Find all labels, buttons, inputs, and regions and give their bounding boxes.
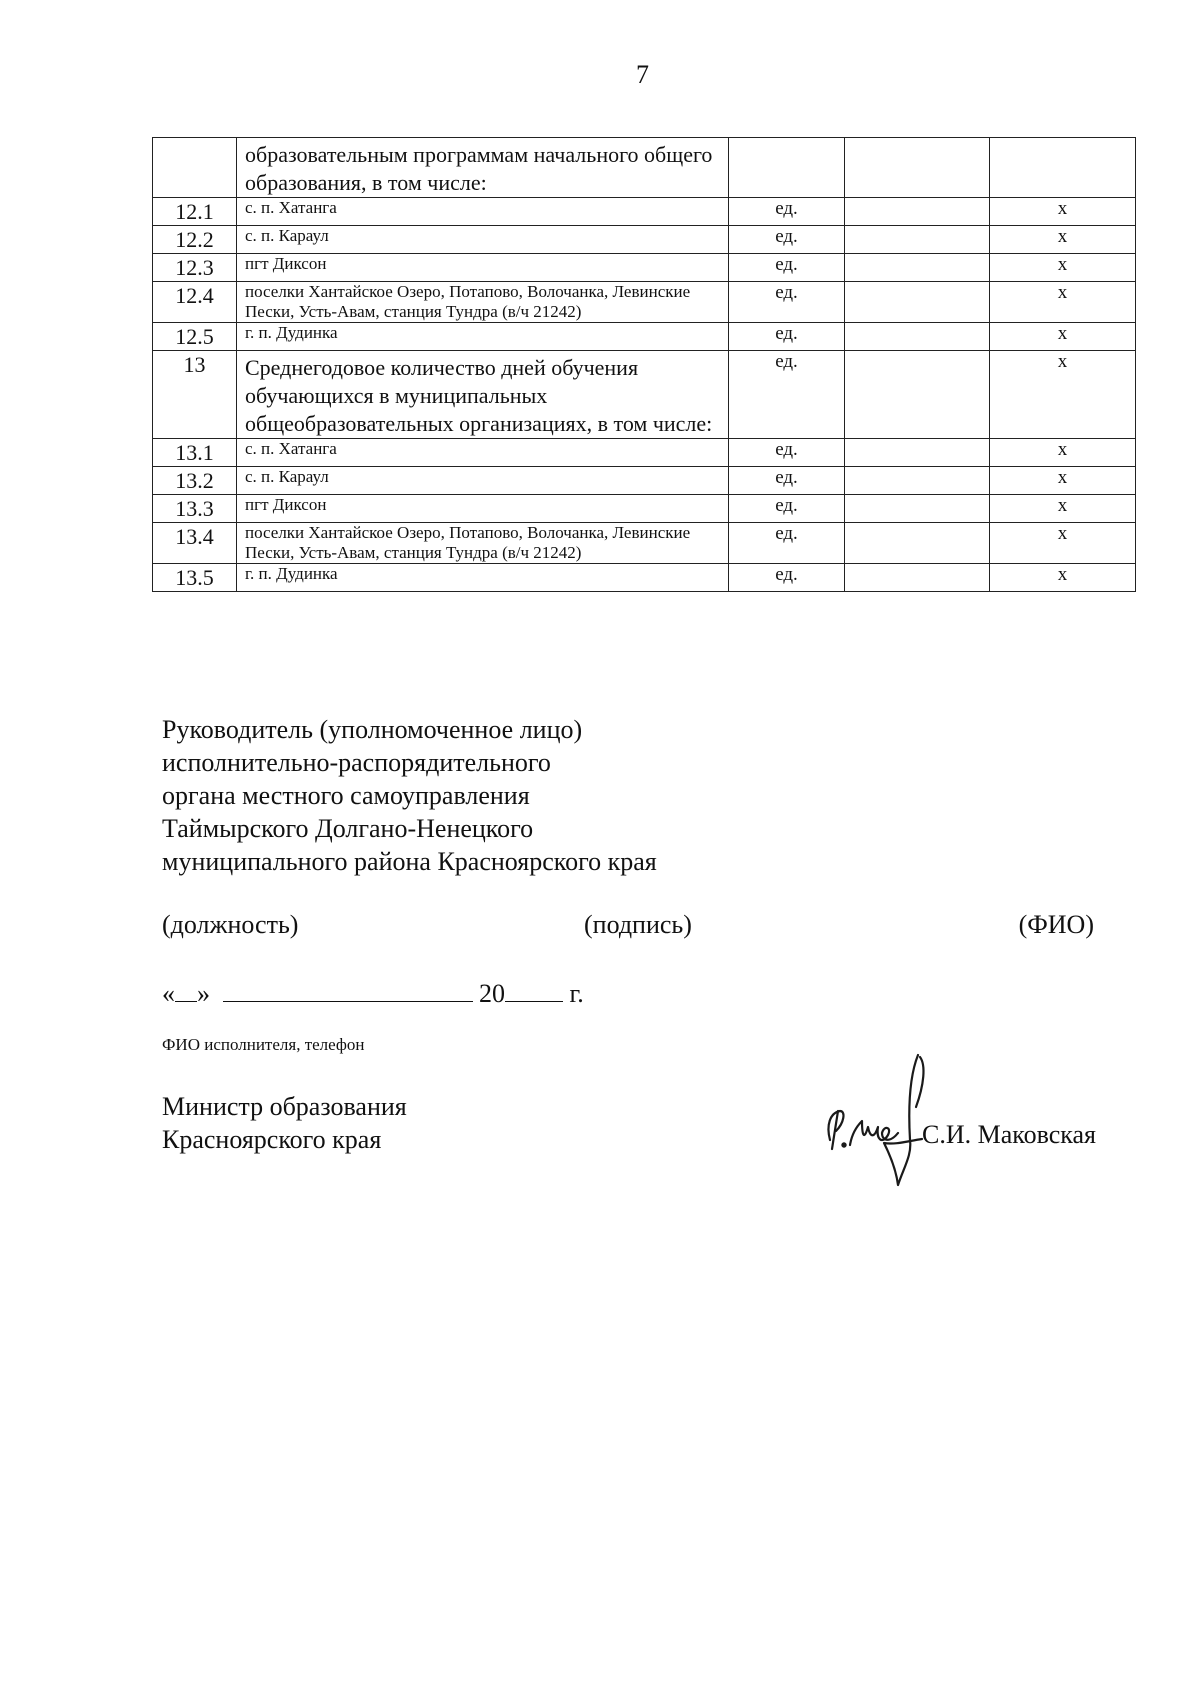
row-mark: х — [990, 282, 1136, 323]
table-row — [153, 351, 1136, 439]
year-prefix: 20 — [479, 979, 505, 1008]
executor-label: ФИО исполнителя, телефон — [162, 1035, 365, 1054]
row-unit: ед. — [729, 198, 845, 226]
table-row — [153, 523, 1136, 564]
row-unit: ед. — [729, 254, 845, 282]
row-value — [845, 495, 990, 523]
row-value — [845, 351, 990, 439]
row-mark: х — [990, 198, 1136, 226]
page-number: 7 — [636, 60, 649, 89]
row-description: г. п. Дудинка — [237, 323, 729, 351]
table-body — [153, 138, 1136, 592]
row-unit: ед. — [729, 226, 845, 254]
signatory-line: органа местного самоуправления — [162, 781, 530, 810]
row-unit: ед. — [729, 439, 845, 467]
row-unit: ед. — [729, 467, 845, 495]
row-unit: ед. — [729, 523, 845, 564]
handwritten-signature — [818, 1045, 938, 1195]
table-row-intro — [153, 138, 1136, 198]
table-row — [153, 282, 1136, 323]
table-row — [153, 495, 1136, 523]
row-number: 12.3 — [153, 254, 237, 282]
row-description: поселки Хантайское Озеро, Потапово, Волочанка, Левинские Пески, Усть-Авам, станция Тундра (в/ч 21242) — [237, 523, 729, 564]
name-label: (ФИО) — [1018, 910, 1094, 939]
table-row — [153, 467, 1136, 495]
year-suffix: г. — [569, 979, 584, 1008]
row-value — [845, 467, 990, 495]
row-description: г. п. Дудинка — [237, 564, 729, 592]
row-description: с. п. Хатанга — [237, 198, 729, 226]
row-value — [845, 226, 990, 254]
row-number: 12.4 — [153, 282, 237, 323]
signatory-block — [162, 713, 657, 878]
signature-labels — [162, 910, 1094, 950]
row-description: пгт Диксон — [237, 254, 729, 282]
table-row — [153, 254, 1136, 282]
date-open-quote: « — [162, 979, 175, 1008]
row-number: 13.2 — [153, 467, 237, 495]
row-unit: ед. — [729, 564, 845, 592]
month-blank — [223, 977, 473, 1002]
row-mark: х — [990, 564, 1136, 592]
row-number: 12.5 — [153, 323, 237, 351]
table-row — [153, 323, 1136, 351]
table-row — [153, 564, 1136, 592]
signature-label: (подпись) — [584, 910, 692, 939]
data-table — [152, 137, 1136, 592]
row-number: 13.1 — [153, 439, 237, 467]
row-mark: х — [990, 351, 1136, 439]
row-unit: ед. — [729, 351, 845, 439]
row-value — [845, 323, 990, 351]
row-value — [845, 564, 990, 592]
day-blank — [175, 977, 197, 1002]
row-unit — [729, 138, 845, 198]
date-line — [162, 977, 584, 1009]
row-mark: х — [990, 439, 1136, 467]
minister-name: С.И. Маковская — [922, 1120, 1096, 1149]
position-label: (должность) — [162, 910, 299, 939]
signatory-line: муниципального района Красноярского края — [162, 847, 657, 876]
row-description: поселки Хантайское Озеро, Потапово, Волочанка, Левинские Пески, Усть-Авам, станция Тундра (в/ч 21242) — [237, 282, 729, 323]
date-close-quote: » — [197, 979, 210, 1008]
row-number: 13 — [153, 351, 237, 439]
minister-title-line: Министр образования — [162, 1092, 407, 1121]
minister-title-line: Красноярского края — [162, 1125, 382, 1154]
row-mark: х — [990, 323, 1136, 351]
row-description: с. п. Хатанга — [237, 439, 729, 467]
year-blank — [505, 977, 563, 1002]
row-value — [845, 523, 990, 564]
row-unit: ед. — [729, 282, 845, 323]
row-mark — [990, 138, 1136, 198]
row-number: 13.3 — [153, 495, 237, 523]
row-description: с. п. Караул — [237, 467, 729, 495]
row-unit: ед. — [729, 495, 845, 523]
row-description: с. п. Караул — [237, 226, 729, 254]
row-value — [845, 138, 990, 198]
row-mark: х — [990, 523, 1136, 564]
row-number-cell — [153, 138, 237, 198]
signatory-line: исполнительно-распорядительного — [162, 748, 551, 777]
row-mark: х — [990, 226, 1136, 254]
row-number: 12.1 — [153, 198, 237, 226]
signatory-line: Таймырского Долгано-Ненецкого — [162, 814, 534, 843]
row-number: 13.5 — [153, 564, 237, 592]
row-description: образовательным программам начального общего образования, в том числе: — [237, 138, 729, 198]
table-row — [153, 198, 1136, 226]
row-value — [845, 439, 990, 467]
row-description: пгт Диксон — [237, 495, 729, 523]
row-value — [845, 254, 990, 282]
table-row — [153, 439, 1136, 467]
row-number: 13.4 — [153, 523, 237, 564]
row-description: Среднегодовое количество дней обучения обучающихся в муниципальных общеобразовательных организациях, в том числе: — [237, 351, 729, 439]
signatory-line: Руководитель (уполномоченное лицо) — [162, 715, 583, 744]
row-number: 12.2 — [153, 226, 237, 254]
row-value — [845, 282, 990, 323]
row-mark: х — [990, 495, 1136, 523]
row-value — [845, 198, 990, 226]
row-mark: х — [990, 254, 1136, 282]
table-row — [153, 226, 1136, 254]
row-mark: х — [990, 467, 1136, 495]
minister-title — [162, 1090, 407, 1156]
row-unit: ед. — [729, 323, 845, 351]
